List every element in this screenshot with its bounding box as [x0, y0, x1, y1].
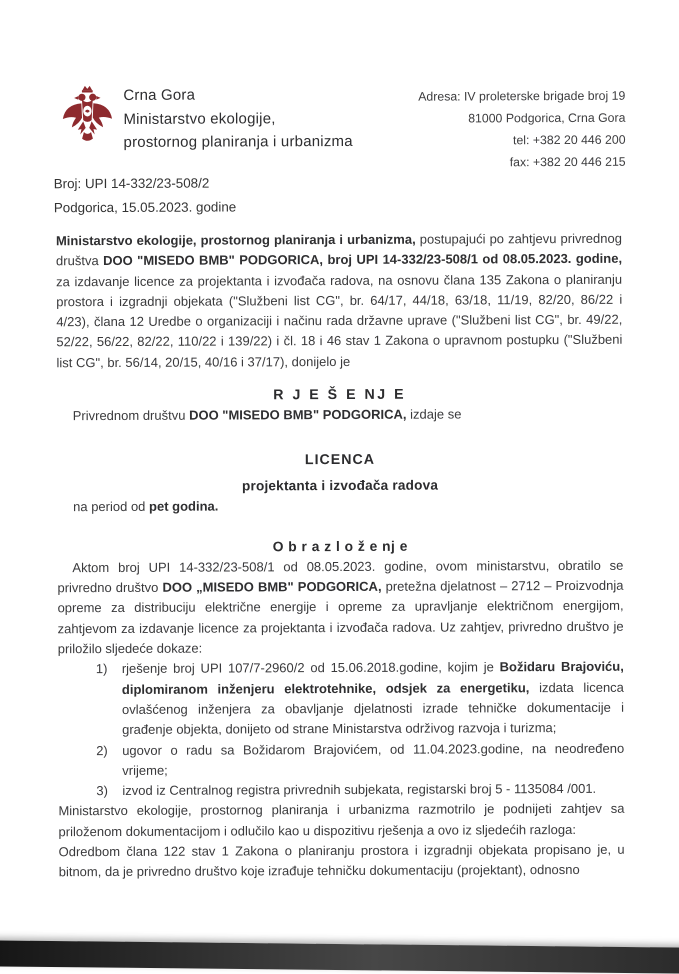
evidence-item-2-text	[122, 738, 624, 781]
evidence-item-3-marker: 3)	[96, 783, 108, 799]
review-paragraph	[58, 799, 624, 842]
period-line	[57, 495, 623, 518]
contact-fax: fax: +382 20 446 215	[509, 154, 626, 170]
org-country: Crna Gora	[123, 86, 196, 104]
reference-block	[54, 171, 237, 220]
text-segment: Ministarstvo ekologije, prostornog planiranja i urbanizma,	[55, 231, 416, 249]
text-segment: ugovor o radu sa Božidarom Brajovićem, od 11.04.2023.godine, na neodređeno vrijeme;	[122, 740, 625, 778]
reference-place-date: Podgorica, 15.05.2023. godine	[53, 199, 237, 216]
intro-paragraph	[56, 229, 623, 374]
text-segment: za izdavanje licence za projektanta i izvođača radova, na osnovu člana 135 Zakona o planiranju prostora i izgradnji objekata ("Službeni list CG", br. 64/17, 44/18, 63/18, 11/19, 82/20, 86/22 i 4/23), člana 12 Uredbe o organizaciji i načinu rada državne uprave ("Službeni list CG", br. 49/22, 52/22, 56/22, 82/22, 110/22 i 139/22) i čl. 18 i 46 stav 1 Zakona o upravnom postupku ("Službeni list CG", br. 56/14, 20/15, 40/16 i 37/17), donijelo je	[56, 271, 623, 371]
evidence-item-3	[96, 779, 624, 802]
text-segment: izvod iz Centralnog registra privrednih subjekata, registarski broj 5 - 1135084 /001.	[122, 781, 597, 799]
legal-basis-paragraph	[59, 840, 625, 883]
heading-obrazlozenje: O b r a z l o ž e nj e	[272, 538, 408, 554]
text-segment: Privrednom društvu	[72, 408, 190, 424]
contact-block	[418, 85, 626, 174]
contact-tel: tel: +382 20 446 200	[513, 132, 626, 148]
montenegro-coat-of-arms-icon	[60, 83, 114, 145]
text-segment: Aktom broj UPI 14-332/23-508/1 od 08.05.2023. godine, ovom ministarstvu, obratilo se privredno društvo	[57, 557, 624, 596]
text-segment: pet godina.	[148, 498, 219, 515]
evidence-item-2	[96, 738, 624, 781]
evidence-item-1	[96, 657, 624, 740]
heading-licenca-subtitle: projektanta i izvođača radova	[241, 477, 439, 494]
document-body	[56, 229, 625, 883]
evidence-list	[96, 657, 625, 801]
reference-number: Broj: UPI 14-332/23-508/2	[53, 175, 210, 192]
text-segment: pretežna djelatnost – 2712 – Proizvodnja opreme za distribuciju električne energije i opreme za upravljanje električnom energijom, zahtjevom za izdavanje licence za projektanta i izvođača radova. Uz zahtjev, privredno društvo je priložilo sljedeće dokaze:	[57, 577, 624, 657]
contact-address-line1: Adresa: IV proleterske brigade broj 19	[418, 88, 626, 104]
contact-address-line2: 81000 Podgorica, Crna Gora	[468, 110, 626, 126]
text-segment: Odredbom člana 122 stav 1 Zakona o planiranju prostora i izgradnji objekata propisano je, u bitnom, da je privredno društvo koje izrađuje tehničku dokumentaciju (projektant), odnosno	[58, 841, 625, 880]
evidence-item-2-marker: 2)	[96, 742, 108, 758]
ministry-letterhead	[123, 83, 353, 154]
text-segment: DOO "MISEDO BMB" PODGORICA,	[189, 407, 407, 424]
text-segment: na period od	[73, 499, 150, 515]
text-segment: DOO „MISEDO BMB" PODGORICA,	[162, 578, 382, 595]
evidence-item-1-marker: 1)	[95, 661, 108, 677]
text-segment: Božidaru Brajoviću, diplomiranom inženjeru elektrotehnike, odsjek za energetiku,	[121, 659, 624, 697]
text-segment: izdata licenca ovlašćenog inženjera za obavljanje djelatnosti izrade tehničke dokumentacije i građenje objekta, donijeto od strane Ministarstva održivog razvoja i turizma;	[121, 679, 625, 738]
text-segment: postupajući po zahtjevu privrednog društva	[56, 230, 622, 269]
text-segment: Ministarstvo ekologije, prostornog planiranja i urbanizma razmotrilo je podnijeti zahtjev sa priloženom dokumentacijom i odlučilo kao u dispozitivu rješenja a ovo iz sljedećih razloga:	[58, 801, 625, 839]
evidence-item-1-text	[122, 657, 624, 740]
explanation-intro-paragraph	[57, 556, 623, 660]
text-segment: rješenje broj UPI 107/7-2960/2 od 15.06.2018.godine, kojim je	[121, 659, 500, 677]
heading-rjesenje: R J E Š E NJ E	[273, 386, 407, 404]
text-segment: DOO "MISEDO BMB" PODGORICA, broj UPI 14-332/23-508/1 od 08.05.2023. godine,	[103, 251, 623, 269]
org-ministry-line2: prostornog planiranja i urbanizma	[123, 132, 353, 151]
org-ministry-line1: Ministarstvo ekologije,	[123, 109, 276, 128]
issued-to-line	[57, 404, 623, 427]
coat-of-arms-svg	[60, 83, 114, 145]
evidence-item-3-text	[122, 779, 624, 801]
text-segment: izdaje se	[406, 406, 462, 423]
heading-licenca: LICENCA	[304, 451, 375, 468]
